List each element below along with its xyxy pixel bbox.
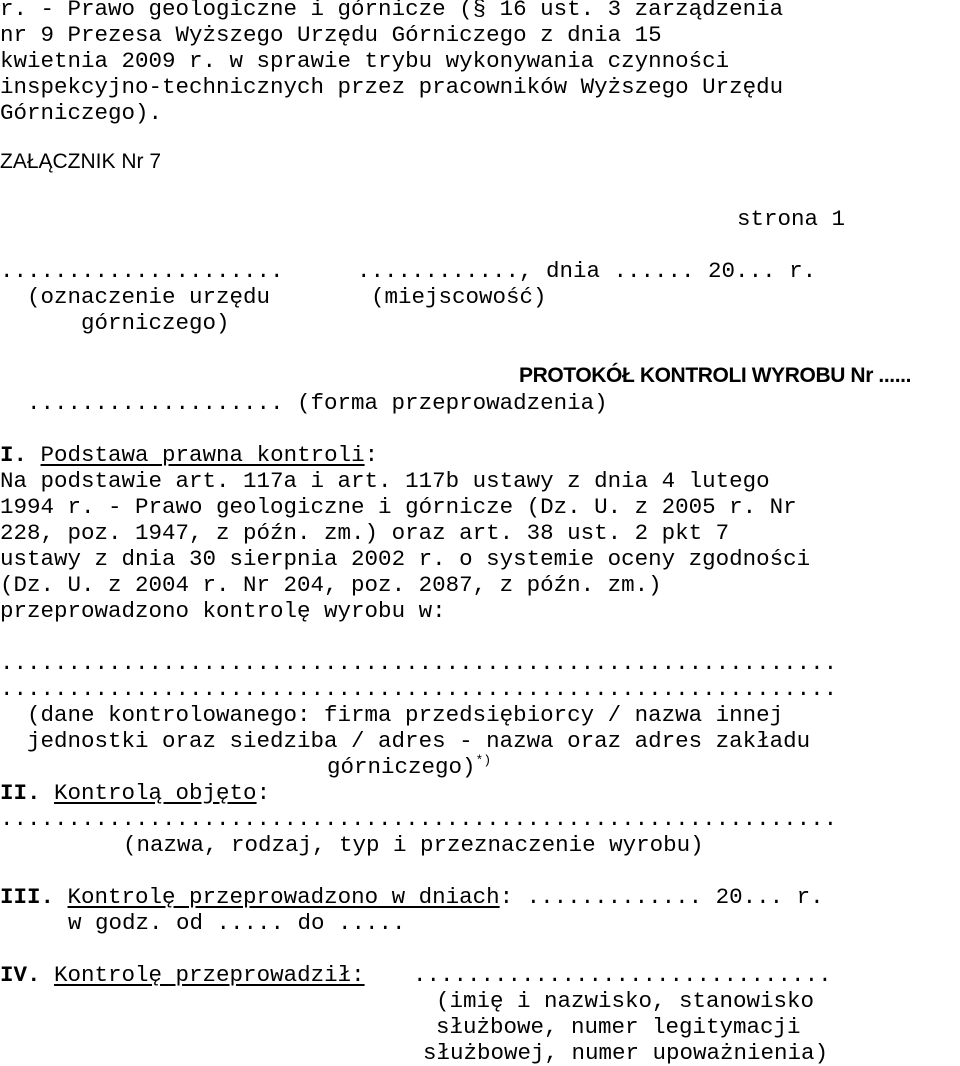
section-4-caption-1: (imię i nazwisko, stanowisko	[436, 988, 815, 1014]
section-1-dots-1: ..............................................................	[0, 650, 838, 676]
header-line-1: r. - Prawo geologiczne i górnicze (§ 16 ust. 3 zarządzenia	[0, 0, 784, 22]
section-2-number: II.	[0, 780, 41, 806]
section-1-colon: :	[364, 442, 379, 468]
section-3-title: Kontrolę przeprowadzono w dniach	[67, 884, 500, 910]
section-4-heading	[0, 962, 365, 988]
header-line-5: Górniczego).	[0, 100, 163, 126]
section-4-title: Kontrolę przeprowadził:	[54, 962, 365, 988]
section-2-heading	[0, 780, 270, 806]
section-1-dots-2: ..............................................................	[0, 676, 838, 702]
section-1-body-2: 1994 r. - Prawo geologiczne i górnicze (Dz. U. z 2005 r. Nr	[0, 494, 797, 520]
page-label: strona 1	[737, 206, 846, 232]
section-4-caption-2: służbowe, numer legitymacji	[436, 1014, 801, 1040]
section-3-heading	[0, 884, 824, 910]
section-1-number: I.	[0, 442, 28, 468]
section-1-body-1: Na podstawie art. 117a i art. 117b ustawy z dnia 4 lutego	[0, 468, 770, 494]
office-dots: .....................	[0, 258, 284, 284]
section-3-date: : ............. 20... r.	[499, 884, 824, 910]
section-1-body-6: przeprowadzono kontrolę wyrobu w:	[0, 598, 446, 624]
section-1-body-3: 228, poz. 1947, z późn. zm.) oraz art. 38 ust. 2 pkt 7	[0, 520, 730, 546]
place-date-line: ............, dnia ...... 20... r.	[357, 258, 817, 284]
section-4-dots: ...............................	[413, 962, 832, 988]
section-1-body-5: (Dz. U. z 2004 r. Nr 204, poz. 2087, z późn. zm.)	[0, 572, 662, 598]
section-3-number: III.	[0, 884, 55, 910]
section-1-caption-3-text: górniczego)	[327, 754, 476, 780]
attachment-title: ZAŁĄCZNIK Nr 7	[0, 150, 162, 173]
section-2-caption: (nazwa, rodzaj, typ i przeznaczenie wyrobu)	[123, 832, 704, 858]
footnote-marker: *)	[475, 753, 492, 768]
section-2-title: Kontrolą objęto	[54, 780, 257, 806]
header-line-3: kwietnia 2009 r. w sprawie trybu wykonywania czynności	[0, 48, 730, 74]
office-caption-2: górniczego)	[81, 310, 230, 336]
section-1-title: Podstawa prawna kontroli	[40, 442, 365, 468]
place-caption: (miejscowość)	[371, 284, 547, 310]
section-1-heading	[0, 442, 378, 468]
section-4-number: IV.	[0, 962, 41, 988]
protocol-title: PROTOKÓŁ KONTROLI WYROBU Nr ......	[519, 364, 912, 387]
section-1-caption-2: jednostki oraz siedziba / adres - nazwa oraz adres zakładu	[27, 728, 811, 754]
section-1-body-4: ustawy z dnia 30 sierpnia 2002 r. o systemie oceny zgodności	[0, 546, 811, 572]
header-line-4: inspekcyjno-technicznych przez pracowników Wyższego Urzędu	[0, 74, 784, 100]
section-4-caption-3: służbowej, numer upoważnienia)	[423, 1040, 829, 1066]
section-1-caption-1: (dane kontrolowanego: firma przedsiębiorcy / nazwa innej	[27, 702, 784, 728]
section-2-dots: ..............................................................	[0, 806, 838, 832]
protocol-form-line: ................... (forma przeprowadzenia)	[27, 390, 608, 416]
section-2-colon: :	[256, 780, 271, 806]
office-caption-1: (oznaczenie urzędu	[27, 284, 271, 310]
header-line-2: nr 9 Prezesa Wyższego Urzędu Górniczego z dnia 15	[0, 22, 662, 48]
section-1-caption-3	[327, 754, 491, 780]
section-3-hours: w godz. od ..... do .....	[68, 910, 406, 936]
